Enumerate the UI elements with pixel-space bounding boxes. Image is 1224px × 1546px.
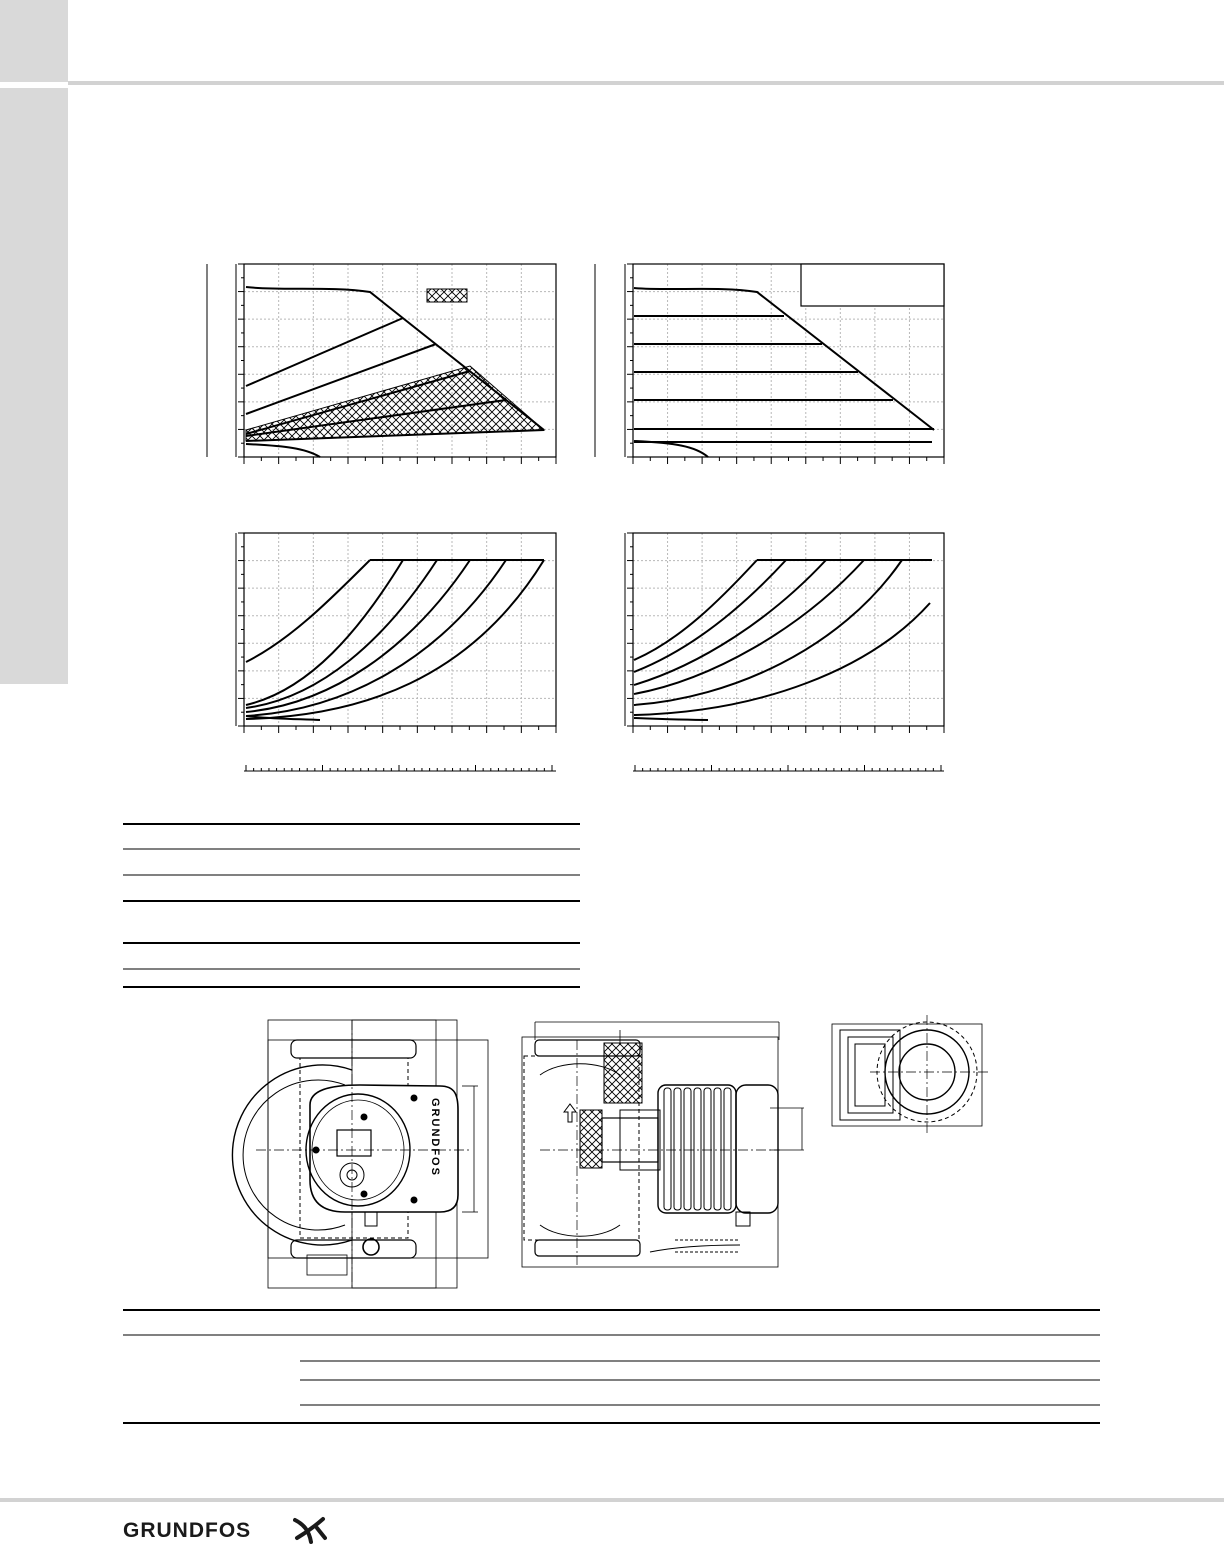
secondary-scale-right: [633, 765, 944, 771]
motor-fin: [664, 1088, 671, 1210]
motor-fin: [674, 1088, 681, 1210]
data-table-rules: [123, 824, 580, 987]
dimension-table-rules: [123, 1310, 1100, 1423]
chart-power-constant: [625, 533, 944, 733]
grundfos-logo: [123, 1516, 333, 1546]
svg-text:GRUNDFOS: GRUNDFOS: [429, 1098, 441, 1177]
motor-fin: [684, 1088, 691, 1210]
chart-power-proportional: [236, 533, 556, 733]
grundfos-x-icon: [293, 1516, 327, 1544]
flange-view: [832, 1015, 988, 1135]
curve-min: [246, 444, 320, 457]
pump-front-view: [232, 1020, 488, 1290]
pump-side-section: [522, 1022, 804, 1267]
motor-fin: [724, 1088, 731, 1210]
motor-fin: [714, 1088, 721, 1210]
legend-box: [801, 264, 944, 306]
chart-head-constant: [595, 264, 944, 464]
motor-fin: [694, 1088, 701, 1210]
curve-max: [634, 288, 934, 430]
footer-rule: [0, 1498, 1224, 1502]
secondary-scale-left: [244, 765, 556, 771]
motor-fin: [704, 1088, 711, 1210]
chart-head-proportional: [207, 264, 556, 464]
legend-hatch-box: [427, 289, 467, 302]
logo-wordmark: GRUNDFOS: [123, 1519, 252, 1542]
curve-min: [634, 441, 708, 457]
